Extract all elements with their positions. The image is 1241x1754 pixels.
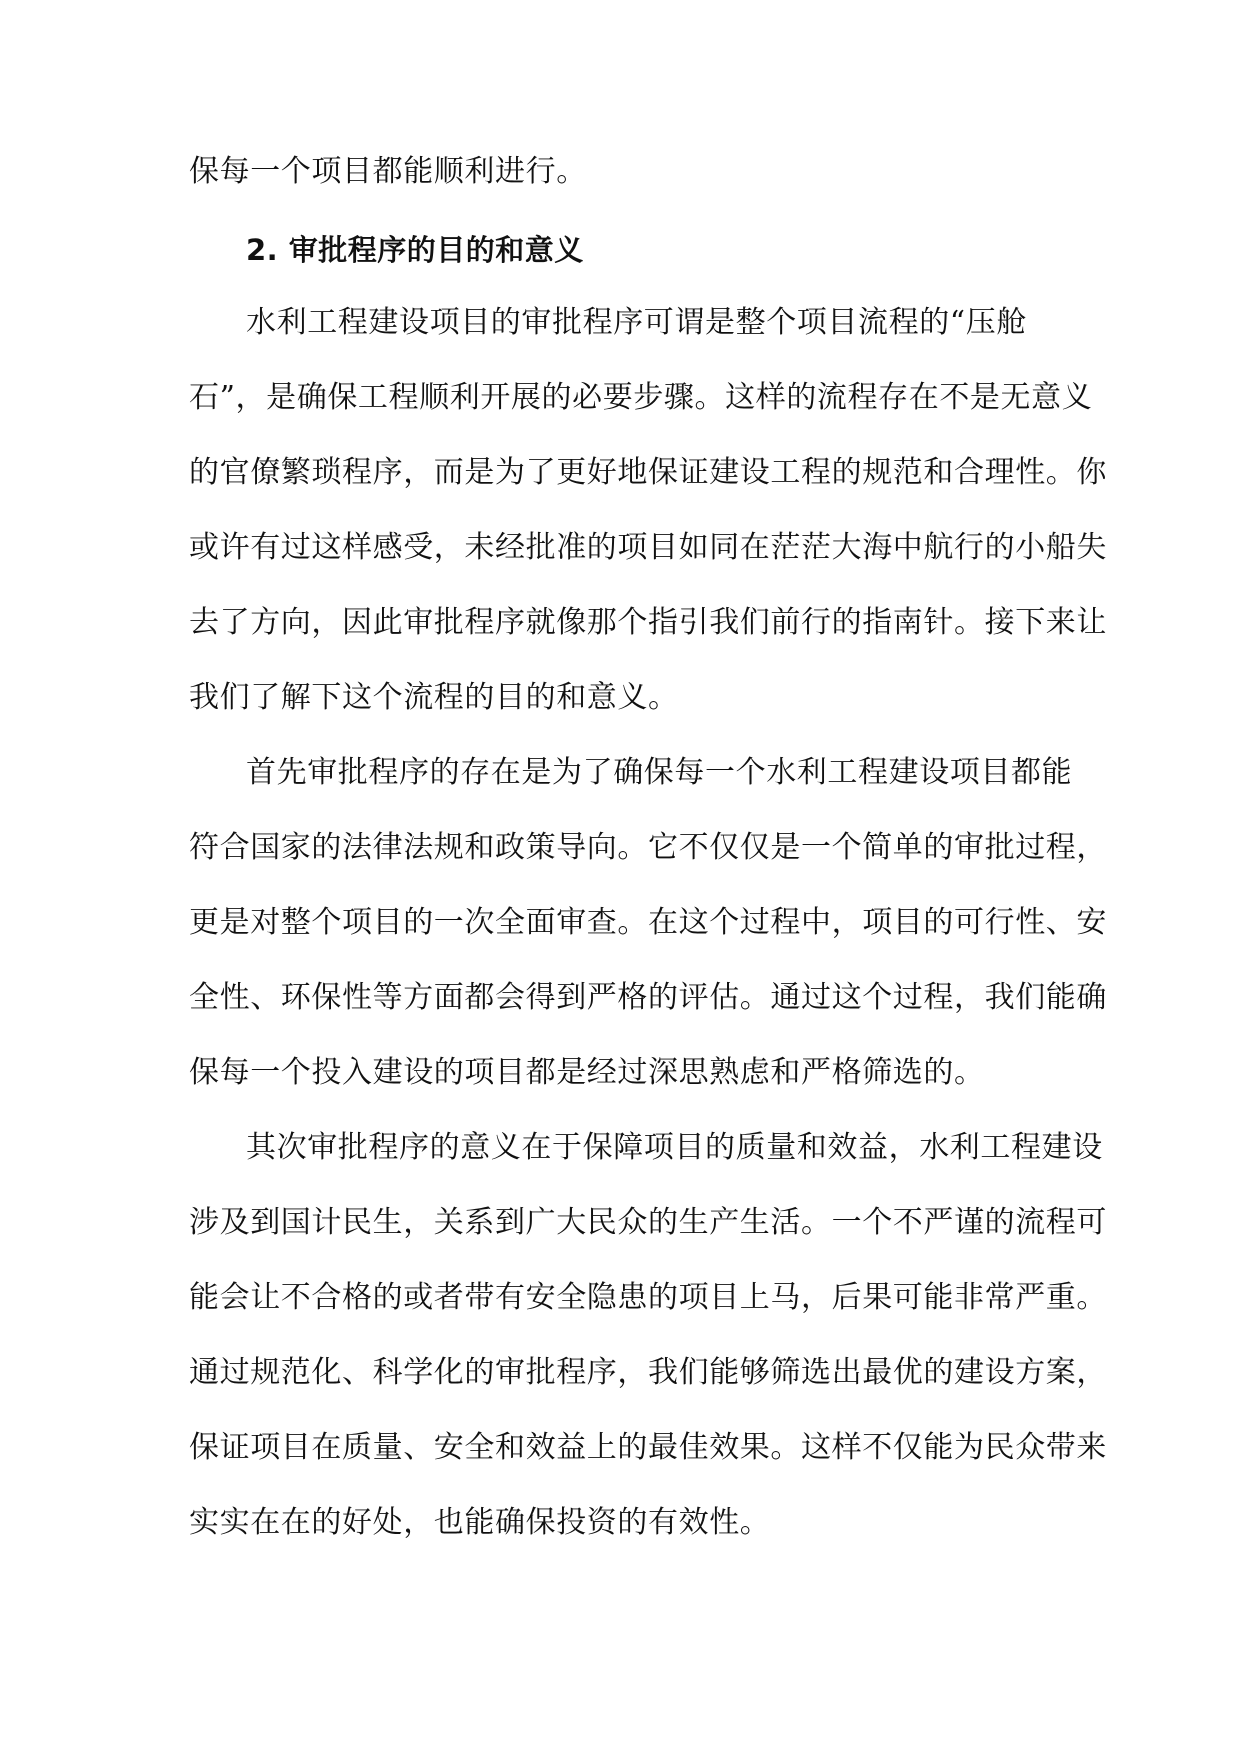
paragraph-line: 石”，是确保工程顺利开展的必要步骤。这样的流程存在不是无意义 bbox=[189, 380, 1093, 415]
paragraph-line: 水利工程建设项目的审批程序可谓是整个项目流程的“压舱 bbox=[246, 305, 1027, 340]
paragraph-line: 首先审批程序的存在是为了确保每一个水利工程建设项目都能 bbox=[246, 755, 1073, 790]
paragraph-line: 保证项目在质量、安全和效益上的最佳效果。这样不仅能为民众带来 bbox=[189, 1430, 1107, 1465]
paragraph-line: 实实在在的好处，也能确保投资的有效性。 bbox=[189, 1505, 771, 1540]
paragraph-line: 保每一个项目都能顺利进行。 bbox=[189, 154, 587, 189]
paragraph-line: 全性、环保性等方面都会得到严格的评估。通过这个过程，我们能确 bbox=[189, 980, 1107, 1015]
section-heading: 2. 审批程序的目的和意义 bbox=[246, 233, 584, 267]
paragraph-line: 其次审批程序的意义在于保障项目的质量和效益，水利工程建设 bbox=[246, 1130, 1103, 1165]
paragraph-line: 更是对整个项目的一次全面审查。在这个过程中，项目的可行性、安 bbox=[189, 905, 1107, 940]
paragraph-line: 涉及到国计民生，关系到广大民众的生产生活。一个不严谨的流程可 bbox=[189, 1205, 1107, 1240]
paragraph-line: 我们了解下这个流程的目的和意义。 bbox=[189, 680, 679, 715]
paragraph-line: 符合国家的法律法规和政策导向。它不仅仅是一个简单的审批过程， bbox=[189, 830, 1107, 865]
paragraph-line: 通过规范化、科学化的审批程序，我们能够筛选出最优的建设方案， bbox=[189, 1355, 1107, 1390]
paragraph-line: 去了方向，因此审批程序就像那个指引我们前行的指南针。接下来让 bbox=[189, 605, 1107, 640]
paragraph-line: 能会让不合格的或者带有安全隐患的项目上马，后果可能非常严重。 bbox=[189, 1280, 1107, 1315]
paragraph-line: 保每一个投入建设的项目都是经过深思熟虑和严格筛选的。 bbox=[189, 1055, 985, 1090]
paragraph-line: 或许有过这样感受，未经批准的项目如同在茫茫大海中航行的小船失 bbox=[189, 530, 1107, 565]
paragraph-line: 的官僚繁琐程序，而是为了更好地保证建设工程的规范和合理性。你 bbox=[189, 455, 1107, 490]
